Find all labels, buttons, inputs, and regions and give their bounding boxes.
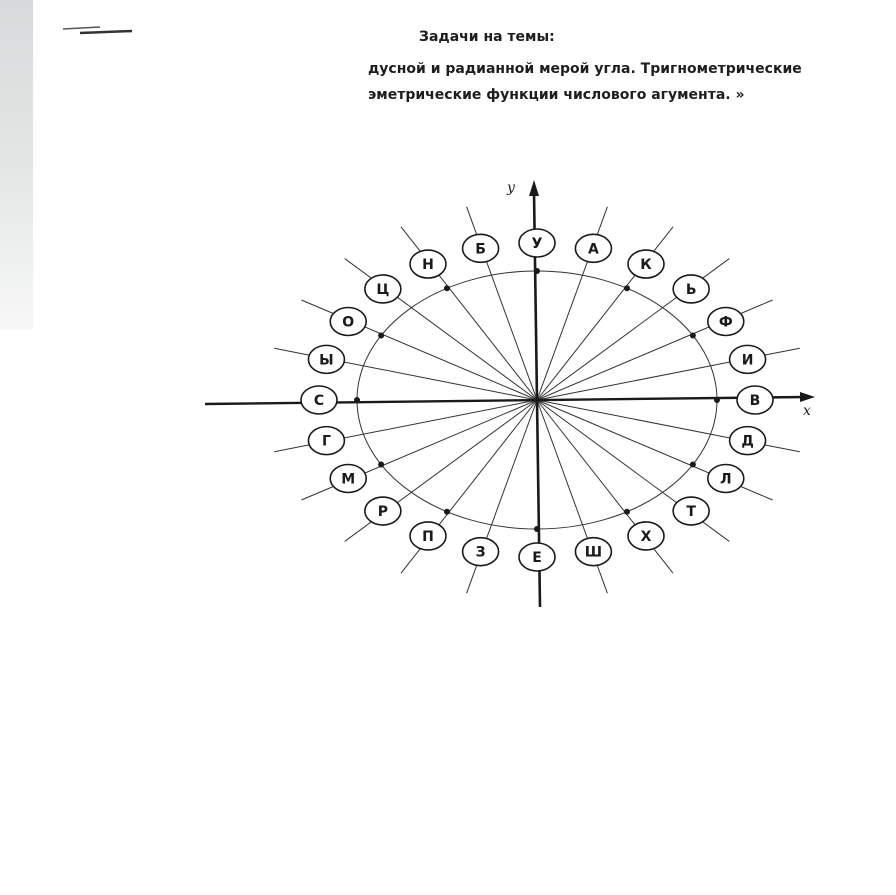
label-letter: Р: [377, 504, 388, 521]
letter-label: [463, 538, 499, 566]
letter-label: [330, 465, 366, 493]
letter-label: [519, 229, 555, 257]
letter-label: [365, 497, 401, 525]
label-letter: Т: [686, 504, 696, 521]
circle-point-dot: [690, 333, 696, 339]
label-letter: Д: [741, 433, 754, 450]
label-letter: Л: [719, 471, 732, 488]
document-subtitle-line-1: дусной и радианной мерой угла. Тригнометрические: [368, 61, 802, 77]
x-axis-arrow-icon: [800, 392, 815, 402]
letter-label: [308, 427, 344, 455]
circle-point-dot: [534, 526, 540, 532]
label-letter: П: [422, 528, 434, 545]
label-letter: В: [749, 393, 761, 409]
circle-point-dot: [444, 285, 450, 291]
letter-label: [365, 275, 401, 303]
circle-point-dot: [534, 268, 540, 274]
label-letter: О: [342, 314, 355, 331]
label-letter: Н: [422, 257, 434, 274]
circle-point-dot: [354, 397, 360, 403]
label-letter: З: [475, 544, 486, 561]
letter-label: [463, 234, 499, 262]
letter-label: [308, 345, 344, 373]
letter-label: [673, 275, 709, 303]
circle-point-dot: [378, 462, 384, 468]
label-letter: Ц: [376, 281, 390, 298]
letter-label: [737, 386, 773, 414]
letter-label: [575, 234, 611, 262]
circle-point-dot: [714, 397, 720, 403]
y-axis-arrow-icon: [529, 180, 539, 196]
letter-label: [708, 308, 744, 336]
circle-point-dot: [690, 462, 696, 468]
circle-point-dot: [624, 285, 630, 291]
label-letter: Ы: [319, 352, 334, 369]
letter-label: [628, 522, 664, 550]
label-letter: Ф: [718, 314, 733, 331]
circle-point-dot: [624, 509, 630, 515]
label-letter: Е: [532, 550, 542, 566]
label-letter: А: [588, 241, 599, 258]
letter-label: [410, 250, 446, 278]
label-letter: Ь: [685, 281, 697, 298]
circle-point-dot: [444, 509, 450, 515]
document-title: Задачи на темы:: [419, 29, 555, 45]
label-letter: М: [341, 471, 356, 488]
document-subtitle-line-2: эметрические функции числового агумента. »: [368, 87, 745, 103]
y-axis-label: y: [507, 180, 515, 196]
letter-label: [330, 308, 366, 336]
label-letter: Б: [475, 241, 486, 258]
label-letter: К: [640, 257, 652, 274]
label-letter: У: [531, 236, 543, 252]
label-letter: Х: [640, 528, 652, 545]
letter-label: [730, 345, 766, 373]
label-letter: Ш: [584, 544, 603, 561]
letter-label: [519, 543, 555, 571]
label-letter: С: [313, 393, 325, 409]
letter-label: [575, 538, 611, 566]
letter-label: [730, 427, 766, 455]
x-axis-label: x: [803, 403, 811, 419]
letter-label: [301, 386, 337, 414]
letter-label: [708, 465, 744, 493]
letter-label: [410, 522, 446, 550]
letter-label: [673, 497, 709, 525]
circle-point-dot: [378, 333, 384, 339]
label-letter: Г: [321, 433, 331, 450]
label-letter: И: [741, 352, 754, 369]
letter-label: [628, 250, 664, 278]
